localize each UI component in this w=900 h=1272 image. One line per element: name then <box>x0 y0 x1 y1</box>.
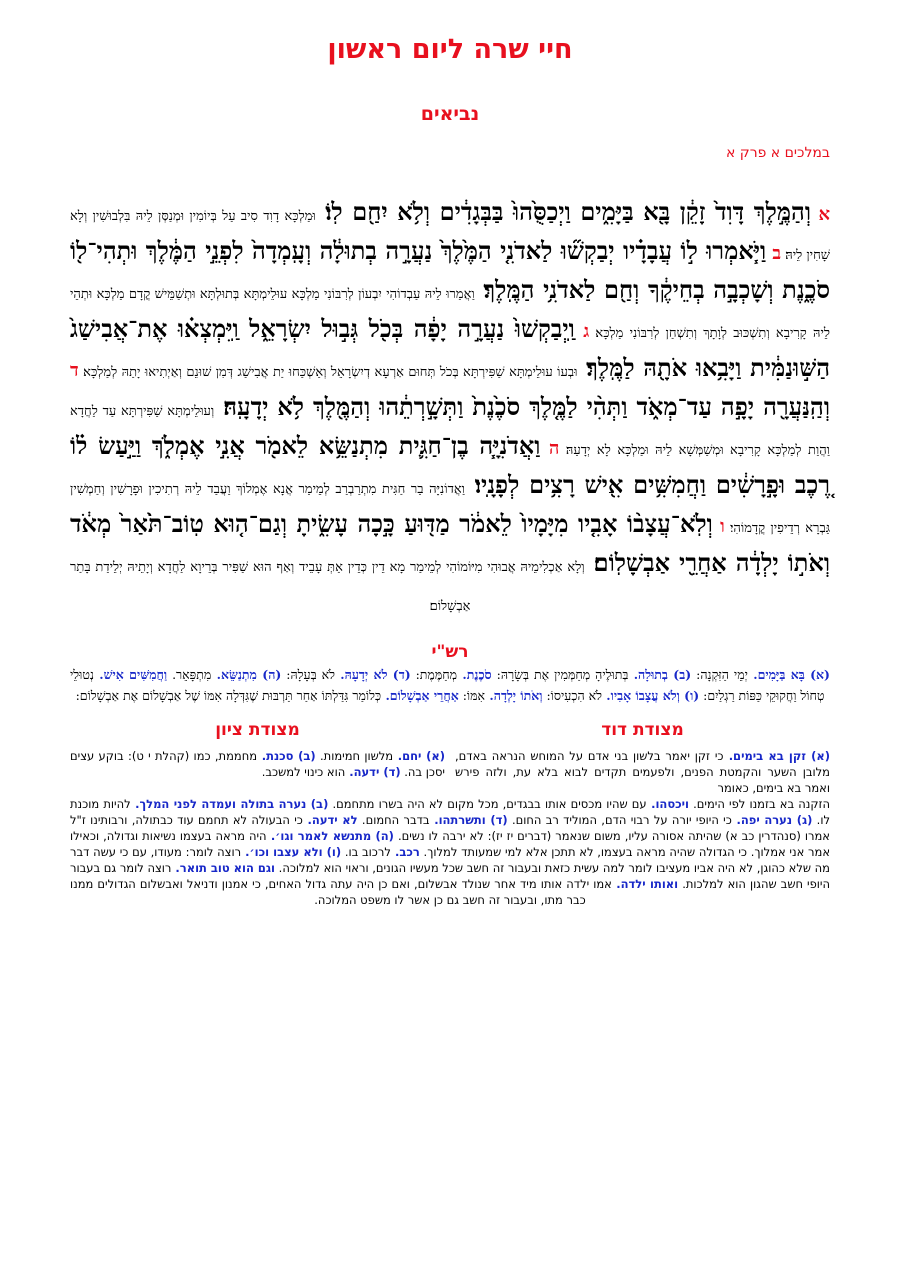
verse-text: וְלֹֽא־עֲצָב֨וֹ אָבִ֤יו מִיָּמָיו֙ לֵאמֹ֔ר מַדּ֖וּעַ כָּ֣כָה עָשִׂ֑יתָ וְגַם־ה֤וּא טֽוֹב־תֹּ֙אַר֙ מְאֹ֔ד וְאֹת֣וֹ יָלְדָ֔ה אַחֲרֵ֖י אַבְשָׁלֽוֹם׃ <box>70 509 830 577</box>
commentary-text: לֹא הִכְעִיסוֹ: <box>542 688 602 703</box>
commentary-text: מלשון חמימות. <box>315 749 394 763</box>
verse-text: וַאֲדֹנִיָּ֧ה בֶן־חַגִּ֛ית מִתְנַשֵּׂ֥א לֵאמֹ֖ר אֲנִ֣י אֶמְלֹ֑ךְ וַיַּ֣עַשׂ ל֗וֹ רֶ֚כֶב וּפָ֣רָשִׁ֔ים וַחֲמִשִּׁ֥ים אִ֖ישׁ רָצִ֥ים לְפָנָֽיו׃ <box>70 431 830 499</box>
commentary-text: בְּתוּלֶיהָ מְחַמְּמִין אֶת בְּשָׂרָהּ: <box>491 667 629 682</box>
verse-text: וְהַמֶּ֣לֶךְ דָּוִד֙ זָקֵ֔ן בָּ֖א בַּיָּמִ֑ים וַיְכַסֻּ֙הוּ֙ בַּבְּגָדִ֔ים וְלֹ֥א יִחַ֖ם לֽוֹ׃ <box>315 197 811 226</box>
commentary-text: מִתְפָּאֵר. <box>167 667 212 682</box>
commentary-text: הוא כינוי למשכב. <box>261 765 346 779</box>
commentary-text: לרכוב בו. <box>341 845 391 859</box>
commentary-heading: (א) זקן בא בימים. <box>723 749 830 763</box>
verse-number: ג <box>574 321 590 342</box>
commentary-text: מְחַמֶּמֶת: <box>410 667 458 682</box>
metzudat-david-text <box>455 748 830 796</box>
commentary-text: הזקנה בא בזמנו לפי הימים. <box>689 797 830 811</box>
metzudat-zion-text <box>70 748 445 780</box>
verse-number: ד <box>70 360 79 381</box>
targum-text: וַאֲדוֹנִיָּה בַר חַגִּית מִתְרַבְרַב לְמֵימַר אֲנָא אֶמְלוֹךְ וַעֲבַד לֵיהּ רְתִיכִין וּפָרָשִׁין וְחַמְשִׁין גַּבְרָא רְדֵיפִין קֳדָמוֹהִי׃ <box>70 482 830 536</box>
commentary-heading: (א) בָּא בַּיָּמִים. <box>747 667 830 682</box>
commentary-heading: סֹכֶנֶת. <box>457 667 492 682</box>
commentary-heading: (ג) נערה יפה. <box>731 813 813 827</box>
metzudat-zion-title: מצודת ציון <box>215 720 300 740</box>
verse-number: ו <box>712 516 725 537</box>
commentary-heading: ואותו ילדה. <box>611 877 679 891</box>
commentary-text: כי הבעולה לא תחמם עוד כבתולה, ורבותינו ז"ל אמרו (סנהדרין כב א) שהיתה אסורה עליו, משום שנאמר (דברים יז יז): לא ירבה לו נשים. <box>70 813 830 843</box>
verse-text: וְהַֽנַּעֲרָ֖ה יָפָ֣ה עַד־מְאֹ֑ד וַתְּהִ֨י לַמֶּ֤לֶךְ סֹכֶ֙נֶת֙ וַתְּשָׁ֣רְתֵ֔הוּ וְהַמֶּ֖לֶךְ לֹ֥א יְדָעָֽהּ׃ <box>214 392 830 421</box>
verse-text: וַיֹּ֧אמְרוּ ל֣וֹ עֲבָדָ֗יו יְבַקְשׁ֞וּ לַאדֹנִ֤י הַמֶּ֙לֶךְ֙ נַעֲרָ֣ה בְתוּלָ֔ה וְעָֽמְדָה֙ לִפְנֵ֣י הַמֶּ֔לֶךְ וּתְהִי־ל֖וֹ סֹכֶ֑נֶת וְשָׁכְבָ֣ה בְחֵיקֶ֔ךָ וְחַ֖ם לַאדֹנִ֥י הַמֶּֽלֶךְ׃ <box>70 236 831 304</box>
commentary-text: לֹא בְּעָלָהּ: <box>281 667 335 682</box>
commentary-text: עם שהיו מכסים אותו בבגדים, מכל מקום לא היה בשרו מתחמם. <box>328 797 647 811</box>
commentary-text: בדבר החמום. <box>357 813 430 827</box>
section-title: נביאים <box>420 103 480 125</box>
commentary-heading: אַחֲרֵי אַבְשָׁלוֹם. <box>381 688 459 703</box>
commentary-text: נְטוּלֵי טְחוֹל וַחֲקוּקֵי כַּפּוֹת רַגְלַיִם: <box>70 667 825 703</box>
commentary-heading: (ו) וְלֹא עֲצָבוֹ אָבִיו. <box>601 688 700 703</box>
targum-text: וְעוּלֵימְתָּא שַׁפִּירְתָּא עַד לַחֲדָא וַהֲוַת לְמַלְכָּא קָרִיבָא וּמְשַׁמְּשָׁא לֵיהּ וּמַלְכָּא לָא יְדָעַהּ׃ <box>70 404 830 458</box>
page-title: חיי שרה ליום ראשון <box>327 34 573 65</box>
commentary-text: אִמּוֹ: <box>458 688 486 703</box>
rashi-title: רש"י <box>431 642 469 662</box>
commentary-heading: וְאֹתוֹ יָלְדָה. <box>485 688 543 703</box>
commentary-heading: (ד) ידעה. <box>345 765 401 779</box>
commentary-text: להיות מוכנת לו. <box>70 797 830 827</box>
commentary-heading: (ו) ולא עצבו וכו׳. <box>241 845 342 859</box>
commentary-heading: (ד) ותשרתהו. <box>429 813 508 827</box>
verse-number: ב <box>766 243 782 264</box>
metzudat-david-title: מצודת דוד <box>601 720 684 740</box>
commentary-text: יְמֵי הַזִּקְנָה: <box>691 667 748 682</box>
commentary-heading: ויכסהו. <box>646 797 689 811</box>
commentary-heading: (ב) בְתוּלָה. <box>628 667 692 682</box>
commentary-heading: (ד) לֹא יְדָעָהּ. <box>334 667 411 682</box>
commentary-heading: (ה) מתנשא לאמר וגו׳. <box>266 829 394 843</box>
commentary-text: אמו ילדה אותו מיד אחר שנולד אבשלום, ואם כן היה עתה גדול האחים, כי אמנון ודניאל ואבשלום הגדולים ממנו כבר מתו, ובעבור זה חשב גם כן אשר לו משפט המלוכה. <box>70 877 612 907</box>
chapter-reference: במלכים א פרק א <box>725 145 830 161</box>
targum-text: וּבְעוֹ עוּלֵימְתָּא שַׁפִּירְתָּא בְּכֹל תְּחוּם אַרְעָא דְיִשְׂרָאֵל וְאַשְׁכַּחוּ יַת אֲבִישַׁג דְּמִן שׁוּנֵם וְאַיְתִיאוּ יָתַהּ לְמַלְכָּא׃ <box>78 365 578 380</box>
targum-text: וְלָא אַכְלִימֵיהּ אֲבוּהִי מִיּוֹמוֹהִי לְמֵימַר מָא דֵין כְּדֵין אַתְּ עָבֵיד וְאַף הוּא שַׁפִּיר בְּרֵיוָא לַחֲדָא וְיָתֵיהּ יְלֵידַת בָּתַר אַבְשָׁלוֹם׃ <box>70 560 585 614</box>
main-text <box>70 195 830 624</box>
rashi-text <box>70 664 830 706</box>
commentary-text: כְּלוֹמַר גִּדַּלְתּוֹ אַחַר תַּרְבּוּת שֶׁגִּדְּלָה אִמּוֹ שֶׁל אַבְשָׁלוֹם אֶת אַבְשָׁלוֹם: <box>75 688 382 703</box>
commentary-heading: לא ידעה. <box>302 813 358 827</box>
commentary-heading: (ה) מִתְנַשֵּׂא. <box>211 667 282 682</box>
targum-text: וּמַלְכָּא דָוִד סִיב עַל בְּיוֹמִין וּמְנַסְּן לֵיהּ בִּלְבוּשִׁין וְלָא שָׁחִין לֵיהּ׃ <box>70 209 830 263</box>
commentary-text: רוצה לומר גם בעבור היופי חשב שהגון הוא למלכות. <box>70 861 831 891</box>
commentary-heading: וגם הוא טוב תואר. <box>171 861 275 875</box>
commentary-heading: רכב. <box>390 845 420 859</box>
metzudat-zion-column <box>70 720 445 796</box>
commentary-heading: וַחֲמִשִּׁים אִישׁ. <box>93 667 168 682</box>
commentary-text: כי היופי יורה על רבוי הדם, המוליד רב החום. <box>507 813 732 827</box>
verse-number: א <box>810 204 830 225</box>
verse-text: וַֽיְבַקְשׁוּ֙ נַעֲרָ֣ה יָפָ֔ה בְּכֹ֖ל גְּב֣וּל יִשְׂרָאֵ֑ל וַֽיִּמְצְא֗וּ אֶת־אֲבִישַׁג֙ הַשּׁ֣וּנַמִּ֔ית וַיָּבִ֥אוּ אֹתָ֖הּ לַמֶּֽלֶךְ׃ <box>70 314 830 382</box>
targum-text: וַאֲמַרוּ לֵיהּ עַבְדוֹהִי יִבְעוֹן לְרִבּוֹנִי מַלְכָּא עוּלֵימְתָּא בְּתוּלְתָּא וּתְשַׁמֵּישׁ קֳדָם מַלְכָּא וּתְהֵי לֵיהּ קָרִיבָא וְתִשְׁכּוּב לְוָתָךְ וְתִשְׁחַן לְרִבּוֹנִי מַלְכָּא׃ <box>70 287 830 341</box>
metzudat-david-continuation <box>70 796 830 908</box>
commentary-heading: (ב) נערה בתולה ועמדה לפני המלך. <box>130 797 329 811</box>
commentary-heading: (א) יחם. <box>393 749 445 763</box>
commentary-heading: (ב) סכנת. <box>257 749 316 763</box>
commentary-text: היה מראה בעצמו נשיאות וגדולה, וכאילו אמר אני אמלוך. כי הגדולה שהיה מראה בעצמו, לא תתכן אלא למי שמעותד למלוך. <box>70 829 830 859</box>
commentary-columns <box>70 720 830 796</box>
verse-number: ה <box>540 438 560 459</box>
metzudat-david-column <box>455 720 830 796</box>
commentary-text: כי זקן יאמר בלשון בני אדם על המוחש הנראה באדם, מלובן השער והקמטת הפנים, ולפעמים תקדים לבוא בלא עת, ולזה פירש ואמר בא בימים, כאומר <box>455 749 830 795</box>
commentary-text: רוצה לומר: מעודו, עם כי עשה דבר מה שלא כהוגן, לא היה אביו מעציבו לומר למה עשית כזאת ובעבור זה חשב שכל מעשיו הגונים, וראוי הוא למלוכה. <box>70 845 830 875</box>
commentary-text: מחממת, כמו (קהלת י ט): בוקע עצים יסכן בה. <box>70 749 445 779</box>
